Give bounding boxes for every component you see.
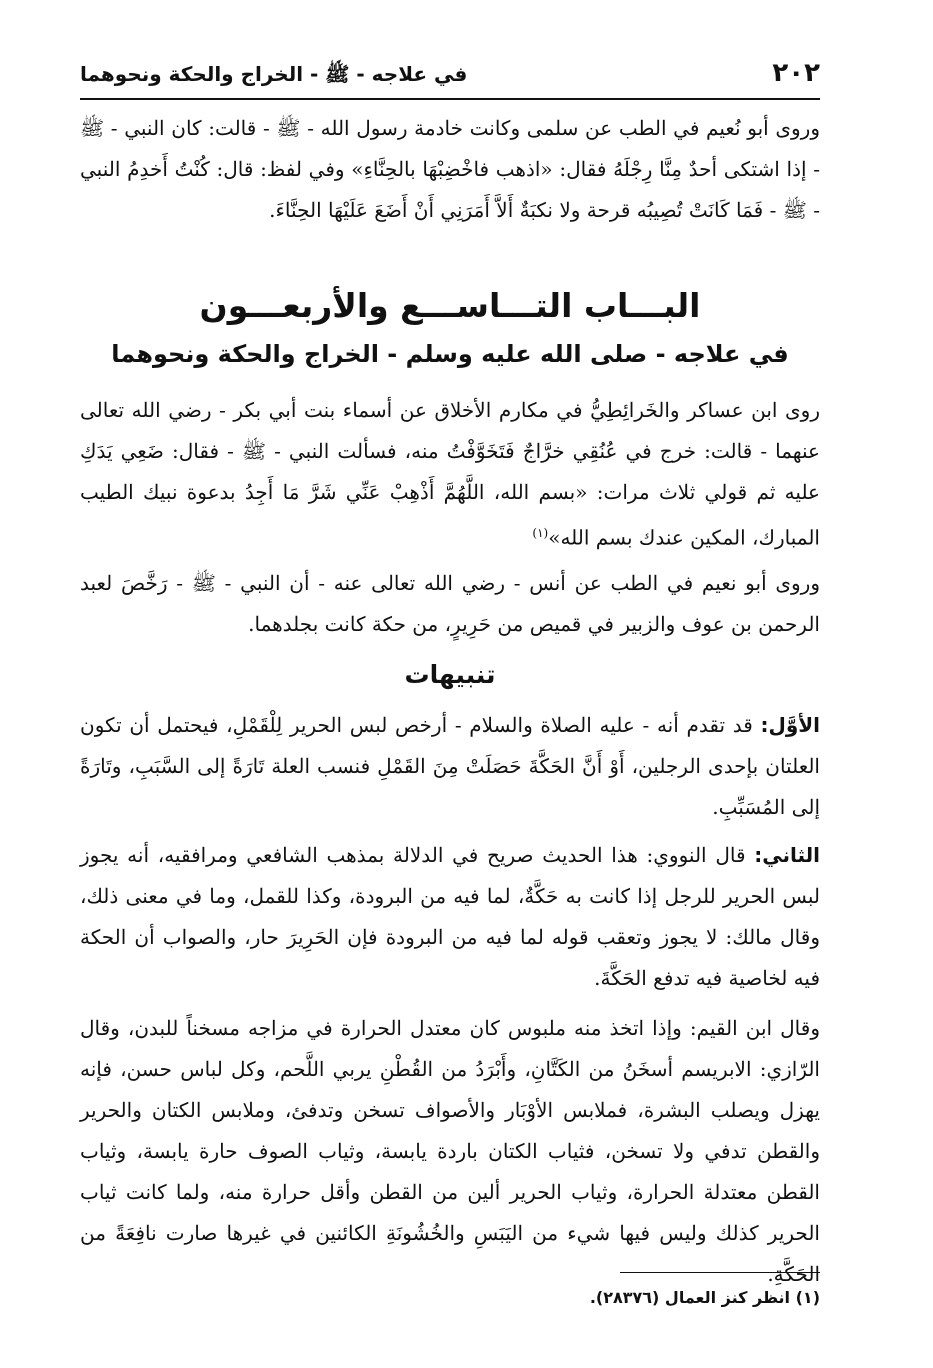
notes-heading: تنبيهات (404, 660, 496, 689)
page-header (80, 58, 820, 100)
chapter-subtitle: في علاجه - صلى الله عليه وسلم - الخراج والحكة ونحوهما (111, 340, 789, 368)
footnote-reference: (١) (532, 526, 549, 540)
footnote: (١) انظر كنز العمال (٢٨٣٧٦). (589, 1288, 820, 1307)
intro-paragraph: وروى أبو نُعيم في الطب عن سلمى وكانت خادمة رسول الله - ﷺ - قالت: كان النبي - ﷺ - إذا اشتكى أحدٌ مِنَّا رِجْلَهُ فقال: «اذهب فاخْضِبْهَا بالحِنَّاءِ» وفي لفظ: قال: كُنْتُ أَخدِمُ النبي - ﷺ - فَمَا كَانَتْ تُصِيبُه قرحة ولا نكبَةٌ أَلاَّ أَمَرَنِي أَنْ أَضَعَ عَلَيْهَا الحِنَّاءَ. (80, 116, 820, 222)
note-text: قال النووي: هذا الحديث صريح في الدلالة بمذهب الشافعي ومرافقيه، أنه يجوز لبس الحرير للرجل إذا كانت به حَكَّةٌ، لما فيه من البرودة، وكذا للقمل، وما في معنى ذلك، وقال مالك: لا يجوز وتعقب قوله لما فيه من البرودة فإن الحَرِيرَ حار، والصواب أن الحكة فيه لخاصية فيه تدفع الحَكَّةَ. (80, 843, 820, 990)
running-title: في علاجه - ﷺ - الخراج والحكة ونحوهما (80, 62, 468, 86)
paragraph-anas: وروى أبو نعيم في الطب عن أنس - رضي الله تعالى عنه - أن النبي - ﷺ - رَخَّصَ لعبد الرحمن بن عوف والزبير في قميص من حَرِيرٍ، من حكة كانت بجلدهما. (80, 571, 820, 636)
page-number: ٢٠٢ (772, 58, 820, 88)
note-text: قد تقدم أنه - عليه الصلاة والسلام - أرخص لبس الحرير لِلْقَمْلِ، فيحتمل أن تكون العلتان بإحدى الرجلين، أَوْ أَنَّ الحَكَّةَ حَصَلَتْ مِنَ القَمْلِ فنسب العلة تَارَةً إلى السَّبَبِ، وتَارَةً إلى المُسَبِّبِ. (80, 713, 820, 819)
paragraph-asma (80, 390, 820, 559)
note-lead: الثاني: (754, 843, 820, 867)
paragraph-text: روى ابن عساكر والخَرائِطِيُّ في مكارم الأخلاق عن أسماء بنت أبي بكر - رضي الله تعالى عنهما - قالت: خرج في عُنُقِي خرَّاجٌ فَتَخَوَّفْتُ منه، فسألت النبي - ﷺ - فقال: ضَعِي يَدَكِ عليه ثم قولي ثلاث مرات: «بسم الله، اللَّهُمَّ أَذْهِبْ عَنِّي شَرَّ مَا أَجِدُ بدعوة نبيك الطيب المبارك، المكين عندك بسم الله» (80, 398, 820, 550)
note-lead: الأوَّل: (760, 713, 820, 737)
note-second (80, 835, 820, 999)
note-first (80, 705, 820, 828)
footnote-divider (620, 1272, 820, 1273)
chapter-title: البـــاب التـــاســـع والأربعـــون (199, 286, 701, 325)
paragraph-ibn-qayyim: وقال ابن القيم: وإذا اتخذ منه ملبوس كان معتدل الحرارة في مزاجه مسخناً للبدن، وقال الرّازي: الابريسم أسخَنُ من الكَتَّانِ، وأَبْرَدُ من القُطْنِ يربي اللَّحم، وكل لباس حسن، فإنه يهزل ويصلب البشرة، فملابس الأوْبَار والأصواف تسخن وتدفئ، وملابس الكتان والحرير والقطن تدفي ولا تسخن، فثياب الكتان باردة يابسة، وثياب الصوف حارة يابسة، وثياب القطن معتدلة الحرارة، وثياب الحرير ألين من القطن وأقل حرارة منه، ولما كانت ثياب الحرير كذلك وليس فيها شيء من اليَبَسِ والخُشُونَةِ الكائنين في غيرها صارت نافِعَةً من الحَكَّةِ. (80, 1016, 820, 1286)
